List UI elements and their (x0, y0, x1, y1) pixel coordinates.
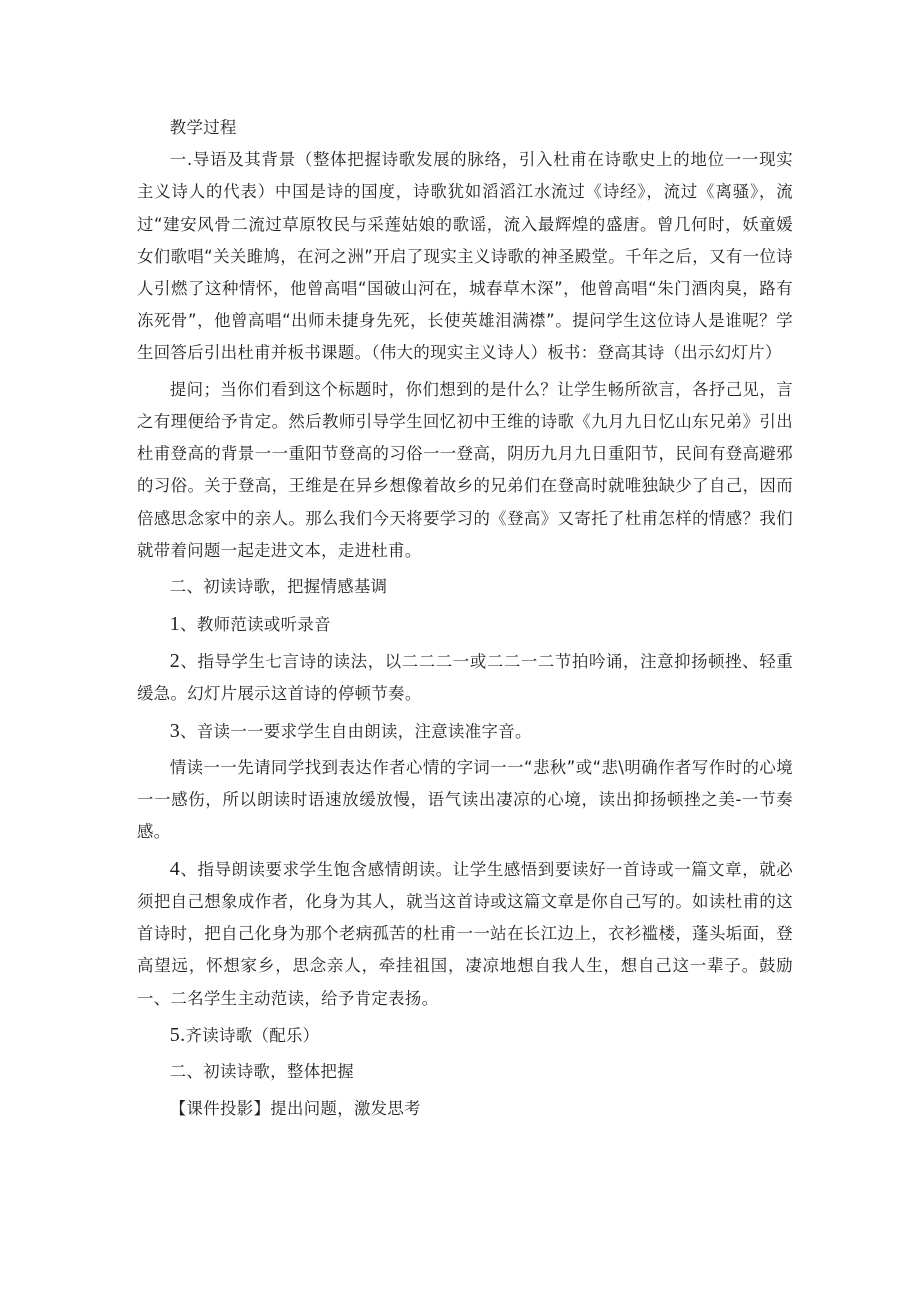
section-heading-first-reading: 二、初读诗歌，把握情感基调 (169, 577, 388, 597)
step-number: 1 (169, 612, 181, 635)
step-number: 4 (169, 857, 181, 880)
step-text: 、音读一一要求学生自由朗读，注意读准字音。 (180, 721, 532, 741)
step-text: 、指导朗读要求学生饱含感情朗读。让学生感悟到要读好一首诗或一篇文章，就必须把自己想象成作者，化身为其人，就当这首诗或这篇文章是你自己写的。如读杜甫的这首诗时，把自己化身为那个老病孤苦的杜甫一一站在长江边上，衣衫褴楼，蓬头垢面，登高望远，怀想家乡，思念亲人，牵挂祖国，凄凉地想自我人生，想自己这一辈子。鼓励一、二名学生主动范读，给予肯定表扬。 (137, 859, 793, 1008)
section-heading-overall: 二、初读诗歌，整体把握 (169, 1062, 354, 1082)
step-text: 、教师范读或听录音 (180, 614, 331, 634)
step-3 (137, 715, 793, 748)
step-number: 2 (169, 650, 181, 672)
step-5 (137, 1019, 793, 1052)
document-body (137, 112, 793, 1129)
paragraph-question: 提问；当你们看到这个标题时，你们想到的是什么？让学生畅所欲言，各抒己见，言之有理便给予肯定。然后教师引导学生回忆初中王维的诗歌《九月九日忆山东兄弟》引出杜甫登高的背景一一重阳节登高的习俗一一登高，阴历九月九日重阳节，民间有登高避邪的习俗。关于登高，王维是在异乡想像着故乡的兄弟们在登高时就唯独缺少了自己，因而倍感思念家中的亲人。那么我们今天将要学习的《登高》又寄托了杜甫怎样的情感？我们就带着问题一起走进文本，走进杜甫。 (137, 379, 793, 560)
step-number: 3 (169, 719, 181, 742)
step-text: 、指导学生七言诗的读法，以二二二一或二二一二节拍吟诵，注意抑扬顿挫、轻重缓急。幻灯片展示这首诗的停顿节奏。 (137, 652, 793, 704)
step-number: 5. (169, 1023, 186, 1046)
paragraph-emotional-reading: 情读一一先请同学找到表达作者心情的字词一一“悲秋”或“悲\明确作者写作时的心境一一感伤，所以朗读时语速放缓放慢，语气读出凄凉的心境，读出抑扬顿挫之美-一节奏感。 (137, 757, 793, 842)
step-4 (137, 853, 793, 1015)
step-text: 齐读诗歌（配乐） (185, 1025, 320, 1045)
step-1 (137, 608, 793, 641)
step-2 (137, 645, 793, 710)
paragraph-intro: 一.导语及其背景（整体把握诗歌发展的脉络，引入杜甫在诗歌史上的地位一一现实主义诗人的代表）中国是诗的国度，诗歌犹如滔滔江水流过《诗经》，流过《离骚》，流过“建安风骨二流过草原牧民与采莲姑娘的歌谣，流入最辉煌的盛唐。曾几何时，妖童媛女们歌唱“关关雎鸠，在河之洲”开启了现实主义诗歌的神圣殿堂。千年之后，又有一位诗人引燃了这种情怀，他曾高唱“国破山河在，城春草木深”，他曾高唱“朱门酒肉臭，路有冻死骨”，他曾高唱“出师未捷身先死，长使英雄泪满襟”。提问学生这位诗人是谁呢？学生回答后引出杜甫并板书课题。（伟大的现实主义诗人）板书：登高其诗（出示幻灯片） (137, 150, 793, 363)
section-heading: 教学过程 (169, 118, 237, 137)
paragraph-courseware: 【课件投影】提出问题，激发思考 (169, 1098, 421, 1118)
